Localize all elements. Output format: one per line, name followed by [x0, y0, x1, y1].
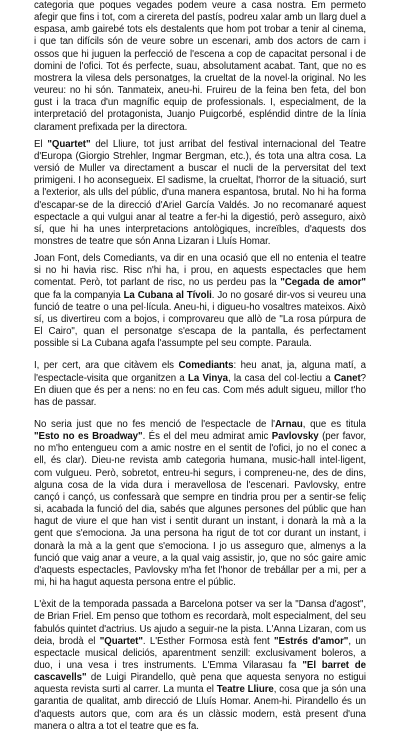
- bold-title-text: "Estrés d'amor": [273, 635, 349, 647]
- paragraph-text: : heu anat, ja, alguna matí, a l'espectacle-visita que organitzen a: [34, 360, 366, 384]
- paragraph-6: [34, 599, 366, 733]
- paragraph-text: , cosa que ja són una garantia de qualitat, amb direcció de Lluís Homar. Anem-hi. Pirandello és un d'aquests autors que, com ara és un clàssic modern, està present d'una manera o altra a tot el teatre que es fa.: [34, 684, 366, 732]
- paragraph-1: [34, 0, 366, 134]
- bold-title-text: Canet: [333, 372, 361, 384]
- bold-title-text: Pavlovsky: [271, 431, 319, 443]
- paragraph-text: L'èxit de la temporada passada a Barcelona potser va ser la "Dansa d'agost", de Brian Friel. Em penso que tothom es recordarà, molt especialment, del seu fabulós quintet d'actrius. Us ajudo a seguir-ne la pista. L'Anna Lizaran, com us deia, brodà el: [34, 599, 366, 647]
- paragraph-text: . Jo no gosaré dir-vos si veureu una funció de teatre o una pel·lícula. Aneu-hi, i digueu-ho vosaltres mateixos. Això sí, us divertireu com a bojos, i comprovareu que allò de "La rosa púrpura de El Cairo", quan el personatge s'escapa de la pantalla, és perfectament possible si La Cubana agafa l'assumpte pel seu compte. Paraula.: [34, 289, 366, 350]
- bold-title-text: La Vinya: [188, 372, 228, 384]
- paragraph-text: (per favor, no m'ho entengueu com a amic nostre en el sentit de l'ofici, jo no el conec a ell, és clar). Dieu-ne revista amb categoria humana, music-hall intel·ligent, com vulgueu. Però, sobretot, entreu-hi segurs, i compreneu-ne, des de dins, alguna cosa de la vida dura i meravellosa de l'escenari. Pavlovsky, entre cançó i cançó, us confessarà que sempre en tindria prou per a sentir-se feliç si, acabada la funció del dia, sabés que algunes persones del públic que han hagut de viure el que han vist i sentit durant un instant, i donarà la mà a la gent que s'emociona. Ja una persona ha rigut de tot cor durant un instant, i donarà la mà a la gent que s'emociona. I jo us asseguro que, almenys a la funció que vaig anar a veure, a la qual vaig assistir, jo, que no sóc gaire amic d'aquests espectacles, Pavlovsky m'ha fet l'honor de trebállar per a mi, per a mi, hi ha hagut aquesta persona entre el públic.: [34, 431, 366, 589]
- bold-title-text: "Esto no es Broadway": [34, 431, 143, 443]
- paragraph-text: que fa la companyia: [34, 289, 124, 301]
- paragraph-text: El: [34, 138, 48, 150]
- bold-title-text: "Quartet": [99, 635, 143, 647]
- paragraph-text: ? En diuen que és per a nens: no en feu cas. Com més adult sigueu, millor t'ho has de passar.: [34, 372, 366, 408]
- bold-title-text: "Quartet": [47, 138, 91, 150]
- paragraph-text: del Lliure, tot just arribat del festival internacional del Teatre d'Europa (Giorgio Strehler, Ingmar Bergman, etc.), és tota una altra cosa. La versió de Muller va directament a buscar el nucli de la perversitat del text primigeni. I ho aconsegueix. El sadisme, la crueltat, l'horror de la situació, surt a l'exterior, als ulls del públic, d'una manera espantosa, brutal. No hi ha forma d'escapar-se de la direcció d'Ariel García Valdés. Jo no recomanaré aquest espectacle a qui vulgui anar al teatre a fer-hi la digestió, però asseguro, això sí, que hi ha unes interpretacions antològiques, increïbles, d'aquests dos monstres de teatre que són Anna Lizaran i Lluís Homar.: [34, 138, 367, 247]
- bold-title-text: Comediants: [178, 360, 234, 372]
- paragraph-2: [34, 139, 366, 248]
- paragraph-3: [34, 253, 366, 350]
- article-body: [34, 0, 366, 733]
- paragraph-text: , la casa del col·lectiu a: [227, 372, 334, 384]
- paragraph-text: Joan Font, dels Comediants, va dir en una ocasió que ell no entenia el teatre si no hi havia risc. Risc n'hi ha, i prou, en aquests espectacles que hem comentat. Però, tot parlant de risc, no us perdeu pas la: [34, 253, 366, 289]
- bold-title-text: "Cegada de amor": [280, 277, 366, 289]
- bold-title-text: "El barret de cascavells": [34, 659, 367, 684]
- bold-title-text: Teatre Lliure: [216, 684, 274, 696]
- paragraph-text: categoria que poques vegades podem veure a casa nostra. Em permeto afegir que fins i tot, com a cirereta del pastís, podreu xalar amb un llarg duel a espasa, amb gairebé tots els destalents que hom pot trobar a tenir al cinema, i que tan difícils són de veure sobre un escenari, amb dos actors de carn i ossos que hi juguen la perfecció de l'escena a cop de capacitat personal i de domini de l'ofici. Tot és perfecte, suau, absolutament acabat. Tant, que no es mostrera la vilesa dels personatges, la crueltat de la novel·la original. No les veureu: no hi són. Tanmateix, aneu-hi. Fruireu de la feina ben feta, del bon gust i la traca d'un magnífic equip de professionals. I, especialment, de la interpretació del protagonista, Juanjo Puigcorbé, espléndid dintre de la línia clarament prefixada per la directora.: [34, 0, 366, 133]
- paragraph-text: . L'Esther Formosa està fent: [142, 635, 274, 647]
- paragraph-text: . És el del meu admirat amic: [142, 431, 272, 443]
- bold-title-text: Arnau: [274, 419, 303, 430]
- paragraph-text: No seria just que no fes menció de l'espectacle de l': [34, 419, 275, 430]
- paragraph-text: , un espectacle musical deliciós, aparentment senzill: exclusivament boleros, a duo, i una vesa i tres instruments. L'Emma Vilarasau fa: [34, 635, 366, 671]
- paragraph-4: [34, 360, 366, 409]
- bold-title-text: La Cubana al Tívoli: [123, 289, 212, 301]
- paragraph-text: , que es titula: [302, 419, 366, 430]
- paragraph-5: [34, 419, 366, 589]
- paragraph-text: I, per cert, ara que citàvem els: [34, 360, 179, 372]
- paragraph-text: de Luigi Pirandello, què pena que aquesta senyora no estigui aquesta revista surti al carrer. La munta el: [34, 672, 366, 696]
